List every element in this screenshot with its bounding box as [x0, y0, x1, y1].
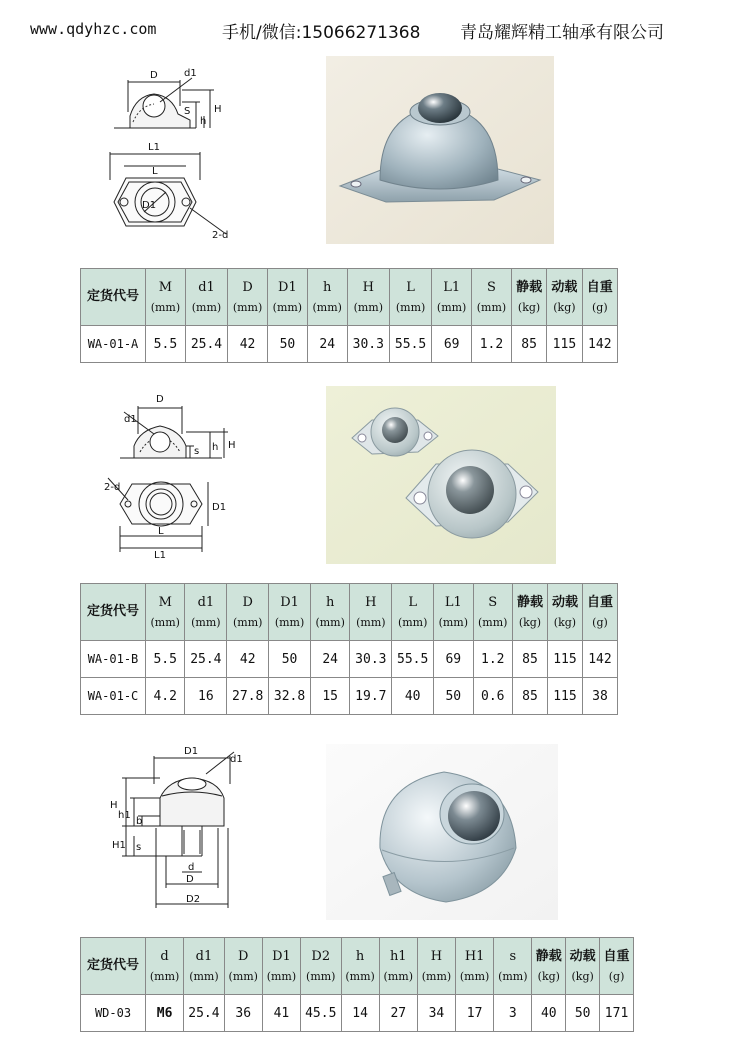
header-cell: H (mm)	[347, 269, 389, 326]
model-code-cell: WA-01-B	[81, 641, 146, 678]
table-cell: 17	[456, 995, 494, 1032]
table-cell: 115	[547, 678, 582, 715]
product-photo-wd-03	[326, 744, 558, 920]
model-code-cell: WD-03	[81, 995, 146, 1032]
table-cell: 3	[494, 995, 532, 1032]
dim-label-s: s	[136, 842, 142, 853]
company-name: 青岛耀辉精工轴承有限公司	[460, 23, 664, 43]
table-cell: 55.5	[389, 326, 431, 363]
table-cell: 38	[582, 678, 617, 715]
header-cell: d (mm)	[146, 938, 184, 995]
header-cell: 自重 (g)	[582, 269, 617, 326]
table-cell: 25.4	[185, 641, 227, 678]
table-cell: 24	[307, 326, 347, 363]
table-cell: 85	[511, 326, 546, 363]
dim-label-D2: D2	[186, 894, 201, 905]
header-cell: M (mm)	[146, 269, 186, 326]
dim-label-h1: h1	[118, 810, 131, 821]
table-cell: 4.2	[146, 678, 185, 715]
dim-label-h: h	[200, 116, 207, 127]
dim-label-S: S	[184, 106, 191, 117]
table-cell: 42	[228, 326, 268, 363]
table-header-row	[81, 584, 618, 641]
table-header-row	[81, 938, 634, 995]
header-cell: 定货代号	[81, 584, 146, 641]
table-cell: 50	[269, 641, 311, 678]
table-cell: 16	[185, 678, 227, 715]
table-cell: 41	[262, 995, 300, 1032]
table-cell: 50	[566, 995, 600, 1032]
table-row	[81, 641, 618, 678]
dim-label-2d: 2-d	[212, 230, 229, 241]
header-cell: 定货代号	[81, 269, 146, 326]
dim-label-D1: D1	[184, 746, 199, 757]
table-cell: 27.8	[227, 678, 269, 715]
table-cell: 25.4	[184, 995, 225, 1032]
header-cell: 动载 (kg)	[547, 269, 582, 326]
dim-label-H1: H1	[112, 840, 126, 851]
table-row	[81, 678, 618, 715]
dim-label-L1: L1	[148, 142, 160, 153]
table-cell: 1.2	[472, 326, 512, 363]
dim-label-H: H	[228, 440, 236, 451]
header-cell: D1 (mm)	[262, 938, 300, 995]
header-cell: h1 (mm)	[379, 938, 417, 995]
table-cell: 40	[392, 678, 434, 715]
header-cell: D2 (mm)	[301, 938, 342, 995]
website-url[interactable]: www.qdyhzc.com	[30, 20, 157, 38]
model-code-cell: WA-01-C	[81, 678, 146, 715]
header-cell: 动载 (kg)	[566, 938, 600, 995]
dim-label-h: h	[212, 442, 219, 453]
table-cell: 5.5	[146, 641, 185, 678]
table-cell: 24	[310, 641, 349, 678]
dim-label-L: L	[152, 166, 158, 177]
dim-label-H: H	[110, 800, 118, 811]
header-cell: H1 (mm)	[456, 938, 494, 995]
table-cell: 171	[600, 995, 634, 1032]
dim-label-D: D	[156, 394, 164, 405]
table-cell: 69	[434, 641, 473, 678]
table-cell: 142	[582, 326, 617, 363]
header-cell: H (mm)	[350, 584, 392, 641]
header-cell: D (mm)	[228, 269, 268, 326]
table-cell: 85	[512, 641, 547, 678]
header-cell: d1 (mm)	[185, 269, 227, 326]
page-header	[0, 14, 744, 44]
table-cell: 15	[310, 678, 349, 715]
dim-label-L: L	[158, 526, 164, 537]
dim-label-D: D	[150, 70, 158, 81]
dim-label-s: s	[194, 446, 200, 457]
header-cell: h (mm)	[310, 584, 349, 641]
table-cell: 1.2	[473, 641, 512, 678]
table-cell: M6	[146, 995, 184, 1032]
table-cell: 14	[341, 995, 379, 1032]
table-cell: 45.5	[301, 995, 342, 1032]
header-cell: 静载 (kg)	[511, 269, 546, 326]
table-cell: 115	[547, 326, 582, 363]
header-cell: 自重 (g)	[600, 938, 634, 995]
table-cell: 27	[379, 995, 417, 1032]
header-cell: 定货代号	[81, 938, 146, 995]
header-cell: S (mm)	[472, 269, 512, 326]
table-cell: 32.8	[269, 678, 311, 715]
header-cell: L1 (mm)	[434, 584, 473, 641]
model-code-cell: WA-01-A	[81, 326, 146, 363]
table-header-row	[81, 269, 618, 326]
header-cell: H (mm)	[417, 938, 455, 995]
table-cell: 36	[224, 995, 262, 1032]
header-cell: h (mm)	[341, 938, 379, 995]
header-cell: S (mm)	[473, 584, 512, 641]
table-cell: 50	[267, 326, 307, 363]
table-cell: 42	[227, 641, 269, 678]
dim-label-L1: L1	[154, 550, 166, 561]
header-cell: d1 (mm)	[184, 938, 225, 995]
table-cell: 50	[434, 678, 473, 715]
table-row	[81, 326, 618, 363]
table-cell: 0.6	[473, 678, 512, 715]
product-photo-wa-01-a	[326, 56, 554, 244]
table-row	[81, 995, 634, 1032]
dim-label-b: b	[136, 816, 143, 827]
table-cell: 55.5	[392, 641, 434, 678]
contact-phone: 手机/微信:15066271368	[222, 23, 421, 43]
table-cell: 69	[432, 326, 472, 363]
table-cell: 25.4	[185, 326, 227, 363]
header-cell: 动载 (kg)	[547, 584, 582, 641]
header-cell: L (mm)	[392, 584, 434, 641]
dim-label-H: H	[214, 104, 222, 115]
product-photo-wa-01-b	[326, 386, 556, 564]
table-cell: 85	[512, 678, 547, 715]
diagram-wa-01-b	[98, 386, 258, 564]
dim-label-d1: d1	[230, 754, 243, 765]
table-cell: 34	[417, 995, 455, 1032]
header-cell: D (mm)	[227, 584, 269, 641]
header-cell: h (mm)	[307, 269, 347, 326]
header-cell: L1 (mm)	[432, 269, 472, 326]
header-cell: s (mm)	[494, 938, 532, 995]
dim-label-D1: D1	[212, 502, 227, 513]
diagram-wa-01-a	[100, 62, 260, 250]
header-cell: L (mm)	[389, 269, 431, 326]
dim-label-d1: d1	[184, 68, 197, 79]
spec-table-wd-03	[80, 937, 634, 1032]
spec-table-wa-01-a	[80, 268, 618, 363]
dim-label-d: d	[188, 862, 195, 873]
dim-label-D: D	[186, 874, 194, 885]
dim-label-d1: d1	[124, 414, 137, 425]
dim-label-D1: D1	[142, 200, 157, 211]
header-cell: D1 (mm)	[267, 269, 307, 326]
header-cell: D1 (mm)	[269, 584, 311, 641]
header-cell: 自重 (g)	[582, 584, 617, 641]
table-cell: 115	[547, 641, 582, 678]
table-cell: 19.7	[350, 678, 392, 715]
table-cell: 5.5	[146, 326, 186, 363]
header-cell: D (mm)	[224, 938, 262, 995]
header-cell: 静载 (kg)	[532, 938, 566, 995]
diagram-wd-03	[106, 744, 256, 916]
dim-label-2d: 2-d	[104, 482, 121, 493]
table-cell: 30.3	[347, 326, 389, 363]
header-cell: M (mm)	[146, 584, 185, 641]
table-cell: 40	[532, 995, 566, 1032]
header-cell: 静载 (kg)	[512, 584, 547, 641]
spec-table-wa-01-b	[80, 583, 618, 715]
header-cell: d1 (mm)	[185, 584, 227, 641]
table-cell: 142	[582, 641, 617, 678]
table-cell: 30.3	[350, 641, 392, 678]
